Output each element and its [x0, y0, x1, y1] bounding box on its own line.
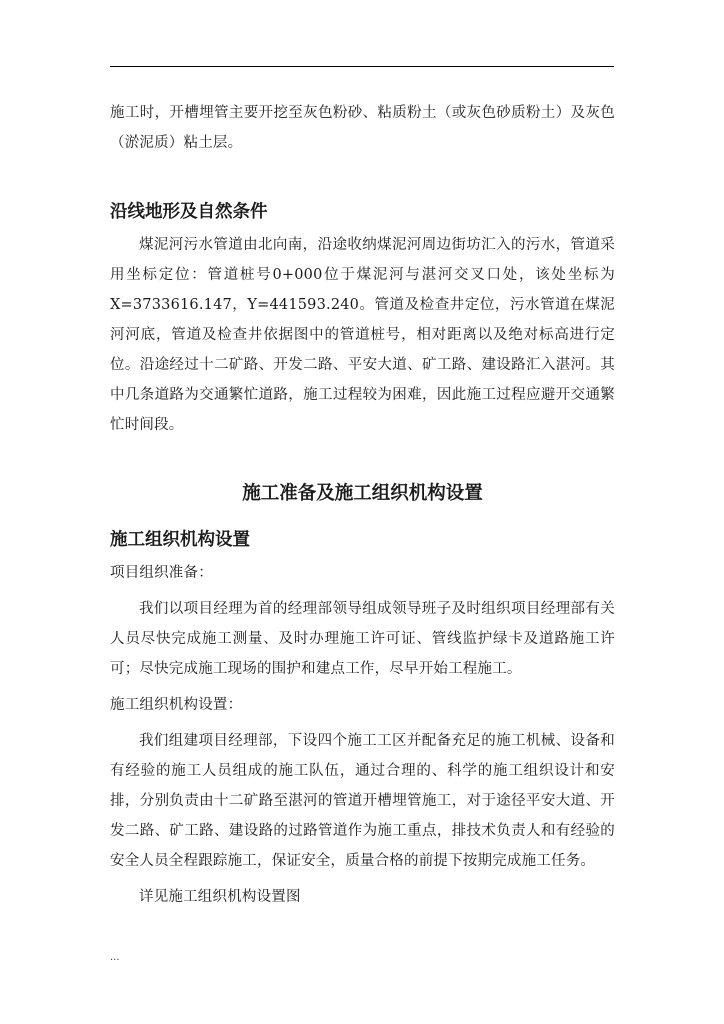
header-rule — [110, 66, 614, 67]
terrain-paragraph: 煤泥河污水管道由北向南，沿途收纳煤泥河周边街坊汇入的污水，管道采用坐标定位：管道桩号0+000位于煤泥河与湛河交叉口处，该处坐标为X=3733616.147，Y=441593.240。管道及检查井定位，污水管道在煤泥河河底，管道及检查井依据图中的管道桩号，相对距离以及绝对标高进行定位。沿途经过十二矿路、开发二路、平安大道、矿工路、建设路汇入湛河。其中几条道路为交通繁忙道路，施工过程较为困难，因此施工过程应避开交通繁忙时间段。 — [110, 237, 615, 433]
document-body — [110, 98, 615, 912]
section-heading-org: 施工组织机构设置 — [110, 530, 250, 550]
setup-paragraph: 我们组建项目经理部，下设四个施工工区并配备充足的施工机械、设备和有经验的施工人员组成的施工队伍，通过合理的、科学的施工组织设计和安排，分别负责由十二矿路至湛河的管道开槽埋管施工，对于途径平安大道、开发二路、矿工路、建设路的过路管道作为施工重点，排技术负责人和有经验的安全人员全程跟踪施工，保证安全，质量合格的前提下按期完成施工任务。 — [110, 733, 615, 869]
intro-paragraph: 施工时，开槽埋管主要开挖至灰色粉砂、粘质粉土（或灰色砂质粉土）及灰色（淤泥质）粘土层。 — [110, 105, 615, 151]
label-org-setup: 施工组织机构设置： — [110, 697, 243, 713]
label-project-prep: 项目组织准备： — [110, 565, 213, 581]
figure-reference: 详见施工组织机构设置图 — [139, 889, 301, 905]
prep-paragraph: 我们以项目经理为首的经理部领导组成领导班子及时组织项目经理部有关人员尽快完成施工测量、及时办理施工许可证、管线监护绿卡及道路施工许可；尽快完成施工现场的围护和建点工作，尽早开始工程施工。 — [110, 601, 615, 677]
section-heading-terrain: 沿线地形及自然条件 — [110, 202, 268, 222]
footer-ellipsis: ... — [110, 952, 120, 963]
chapter-title: 施工准备及施工组织机构设置 — [242, 483, 483, 504]
